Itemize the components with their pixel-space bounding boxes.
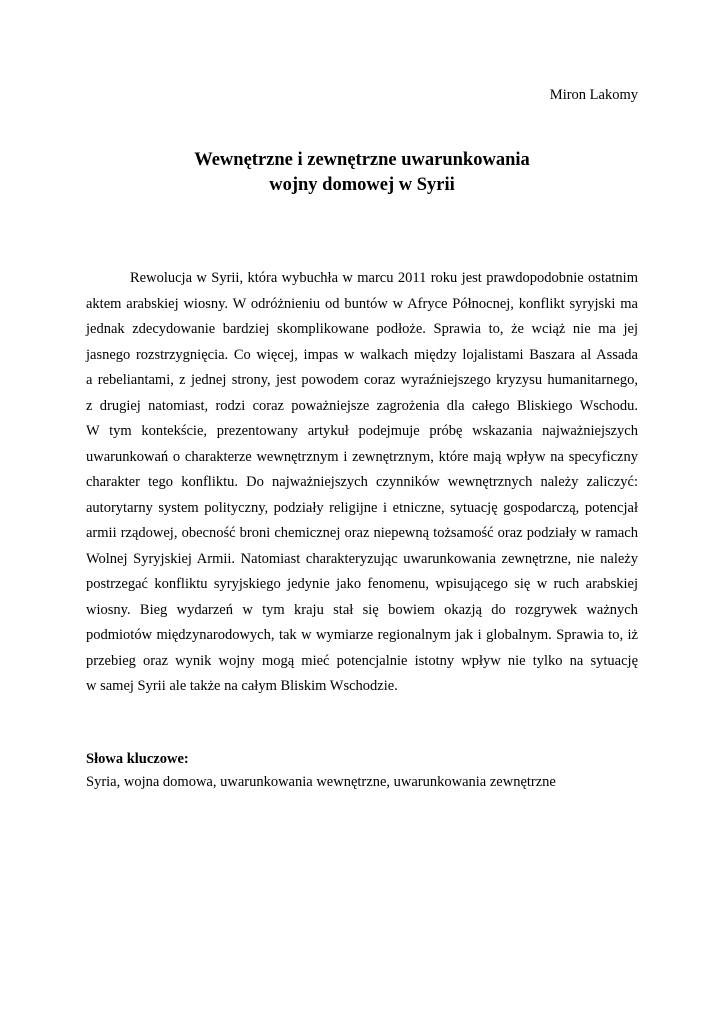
author-name: Miron Lakomy (549, 87, 638, 103)
abstract-line: postrzegać konfliktu syryjskiego jedynie jako fenomenu, wpisującego się w ruch arabskiej (86, 576, 638, 592)
abstract-line: Rewolucja w Syrii, która wybuchła w marcu 2011 roku jest prawdopodobnie ostatnim (130, 270, 638, 286)
title-line: Wewnętrzne i zewnętrzne uwarunkowania (194, 150, 530, 170)
abstract-line: W tym kontekście, prezentowany artykuł podejmuje próbę wskazania najważniejszych (86, 423, 638, 439)
keywords-heading: Słowa kluczowe: (86, 751, 189, 767)
abstract-line: armii rządowej, obecność broni chemicznej oraz niepewną tożsamość oraz podziały w ramach (86, 525, 638, 541)
document-title (86, 148, 638, 198)
abstract-line: Wolnej Syryjskiej Armii. Natomiast charakteryzując uwarunkowania zewnętrzne, nie należy (86, 550, 638, 567)
abstract-line: podmiotów międzynarodowych, tak w wymiarze regionalnym jak i globalnym. Sprawia to, iż (86, 627, 638, 643)
abstract-line: przebieg oraz wynik wojny mogą mieć potencjalnie istotny wpływ nie tylko na sytuację (86, 652, 638, 669)
abstract-line: charakter tego konfliktu. Do najważniejszych czynników wewnętrznych należy zaliczyć: (86, 474, 638, 490)
abstract-line: jasnego rozstrzygnięcia. Co więcej, impas w walkach między lojalistami Baszara al Assada (86, 346, 638, 363)
abstract-line: uwarunkowań o charakterze wewnętrznym i zewnętrznym, które mają wpływ na specyficzny (86, 448, 638, 465)
abstract-line: w samej Syrii ale także na całym Bliskim Wschodzie. (86, 678, 398, 694)
title-line: wojny domowej w Syrii (269, 175, 455, 195)
abstract-paragraph (86, 266, 638, 700)
abstract-line: jednak zdecydowanie bardziej skomplikowane podłoże. Sprawia to, że wciąż nie ma jej (86, 321, 638, 337)
abstract-line: aktem arabskiej wiosny. W odróżnieniu od buntów w Afryce Północnej, konflikt syryjski ma (86, 295, 638, 312)
abstract-line: wiosny. Bieg wydarzeń w tym kraju stał się bowiem okazją do rozgrywek ważnych (86, 601, 638, 618)
abstract-line: a rebeliantami, z jednej strony, jest powodem coraz wyraźniejszego kryzysu humanitarnego, (86, 372, 638, 388)
keywords-list: Syria, wojna domowa, uwarunkowania wewnętrzne, uwarunkowania zewnętrzne (86, 774, 556, 790)
abstract-line: z drugiej natomiast, rodzi coraz poważniejsze zagrożenia dla całego Bliskiego Wschodu. (86, 397, 638, 414)
abstract-line: autorytarny system polityczny, podziały religijne i etniczne, sytuację gospodarczą, potencjał (86, 499, 638, 516)
